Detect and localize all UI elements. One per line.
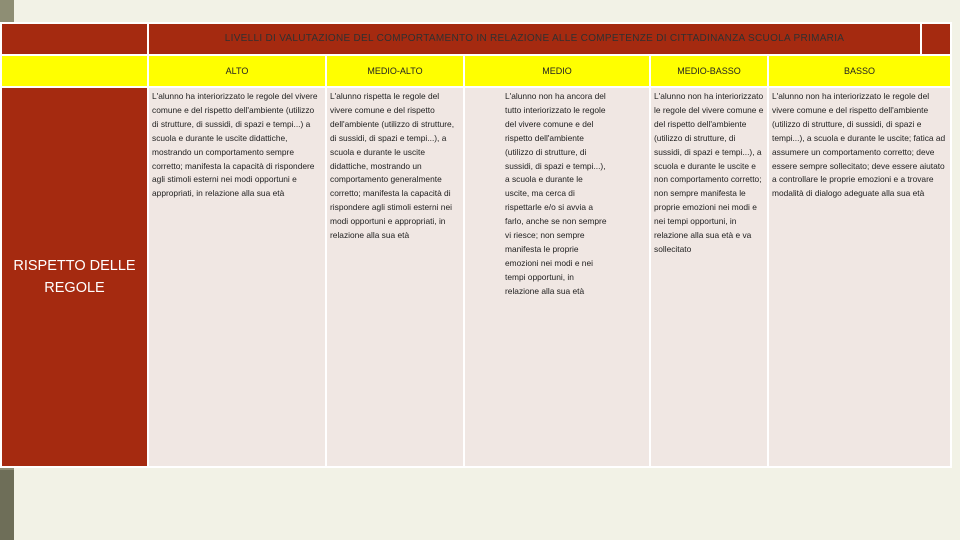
rule-respect-row [1,87,951,467]
description-medio-basso: L'alunno non ha interiorizzato le regole del vivere comune e del rispetto dell'ambiente (utilizzo di strutture, di sussidi, di spazi e tempi...), a scuola e durante le uscite e non comportamento corretto; non sempre manifesta le proprie emozioni nei modi e nei tempi opportuni, in relazione alla sua età e va sollecitato [650,87,768,467]
level-corner-cell [1,55,148,87]
title-corner-cell [1,23,148,55]
evaluation-table [0,22,952,468]
description-basso: L'alunno non ha interiorizzato le regole del vivere comune e del rispetto dell'ambiente (utilizzo di strutture, di sussidi, di spazi e tempi...), a scuola e durante le uscite; fatica ad assumere un comportamento corretto; deve essere sempre sollecitato; deve essere aiutato a controllare le proprie emozioni e a trovare modalità di dialogo adeguate alla sua età [768,87,951,467]
level-header-alto: ALTO [148,55,326,87]
table-title: LIVELLI DI VALUTAZIONE DEL COMPORTAMENTO IN RELAZIONE ALLE COMPETENZE DI CITTADINANZA SCUOLA PRIMARIA [148,23,921,55]
title-row [1,23,951,55]
description-medio-alto: L'alunno rispetta le regole del vivere comune e del rispetto dell'ambiente (utilizzo di strutture, di sussidi, di spazi e tempi...), a scuola e durante le uscite didattiche, mostrando un comportamento generalmente corretto; manifesta la capacità di rispondere agli stimoli esterni nei modi opportuni e appropriati, in relazione alla sua età [326,87,464,467]
level-header-medio-basso: MEDIO-BASSO [650,55,768,87]
row-label-rispetto-regole: RISPETTO DELLE REGOLE [1,87,148,467]
level-header-basso: BASSO [768,55,951,87]
description-medio: L'alunno non ha ancora del tutto interiorizzato le regole del vivere comune e del rispetto dell'ambiente (utilizzo di strutture, di sussidi, di spazi e tempi...), a scuola e durante le uscite, ma cerca di rispettarle e/o si avvia a farlo, anche se non sempre vi riesce; non sempre manifesta le proprie emozioni nei modi e nei tempi opportuni, in relazione alla sua età [464,87,650,467]
description-alto: L'alunno ha interiorizzato le regole del vivere comune e del rispetto dell'ambiente (utilizzo di strutture, di sussidi, di spazi e tempi...) a scuola e durante le uscite didattiche, mostrando un comportamento sempre corretto; manifesta la capacità di rispondere agli stimoli esterni nei modi opportuni e appropriati, in relazione alla sua età [148,87,326,467]
level-header-row [1,55,951,87]
left-accent-strip-dark [0,470,14,540]
level-header-medio: MEDIO [464,55,650,87]
level-header-medio-alto: MEDIO-ALTO [326,55,464,87]
title-end-cell [921,23,951,55]
